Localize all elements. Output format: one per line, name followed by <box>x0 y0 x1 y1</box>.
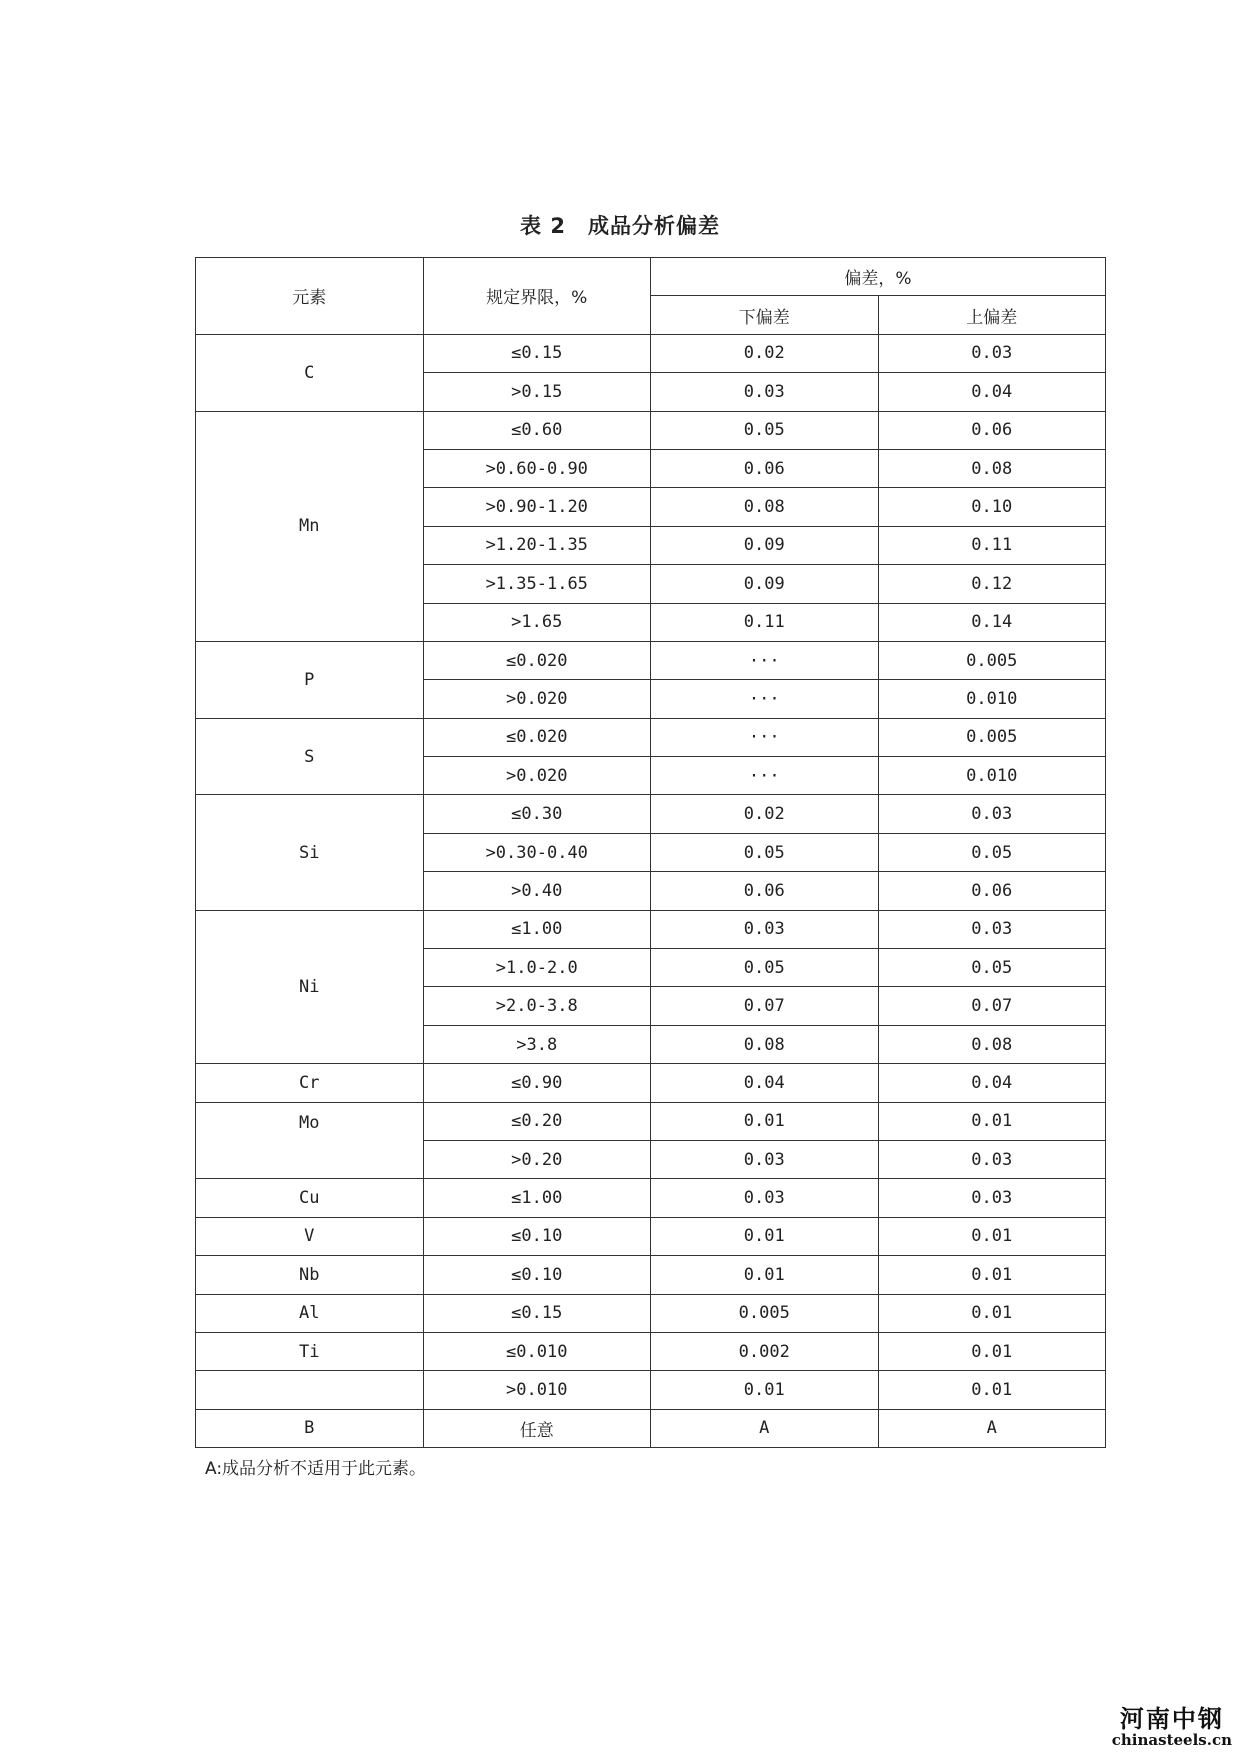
table-row <box>196 1371 1106 1409</box>
cell-upper: 0.03 <box>878 795 1106 833</box>
cell-upper: 0.12 <box>878 565 1106 603</box>
cell-upper: 0.03 <box>878 910 1106 948</box>
cell-element: V <box>196 1217 424 1255</box>
cell-limit: >0.60-0.90 <box>423 449 651 487</box>
cell-upper: 0.10 <box>878 488 1106 526</box>
cell-lower: 0.06 <box>651 872 879 910</box>
header-element: 元素 <box>196 258 424 335</box>
cell-lower: ··· <box>651 718 879 756</box>
cell-limit: ≤0.90 <box>423 1064 651 1102</box>
cell-element: Mo <box>196 1102 424 1179</box>
cell-lower: 0.01 <box>651 1102 879 1140</box>
cell-limit: ≤1.00 <box>423 1179 651 1217</box>
cell-limit: ≤0.15 <box>423 1294 651 1332</box>
cell-upper: 0.010 <box>878 680 1106 718</box>
cell-limit: ≤0.20 <box>423 1102 651 1140</box>
cell-upper: 0.01 <box>878 1217 1106 1255</box>
cell-element: B <box>196 1409 424 1447</box>
footnote: A:成品分析不适用于此元素。 <box>205 1459 427 1479</box>
cell-lower: 0.09 <box>651 565 879 603</box>
cell-lower: 0.02 <box>651 334 879 372</box>
cell-element: Al <box>196 1294 424 1332</box>
cell-limit: 任意 <box>423 1409 651 1447</box>
cell-limit: ≤0.010 <box>423 1332 651 1370</box>
cell-lower: ··· <box>651 757 879 795</box>
cell-element <box>196 1371 424 1409</box>
table-row <box>196 1294 1106 1332</box>
cell-limit: >2.0-3.8 <box>423 987 651 1025</box>
cell-upper: 0.07 <box>878 987 1106 1025</box>
header-deviation: 偏差，% <box>651 258 1106 296</box>
table-row <box>196 641 1106 679</box>
cell-lower: 0.08 <box>651 1025 879 1063</box>
cell-lower: 0.01 <box>651 1371 879 1409</box>
cell-lower: 0.08 <box>651 488 879 526</box>
cell-limit: >0.40 <box>423 872 651 910</box>
table-title: 表 2 成品分析偏差 <box>520 214 720 238</box>
cell-lower: 0.01 <box>651 1217 879 1255</box>
watermark-cn: 河南中钢 <box>1119 1705 1224 1733</box>
cell-lower: 0.07 <box>651 987 879 1025</box>
table-row <box>196 1064 1106 1102</box>
cell-limit: >0.020 <box>423 757 651 795</box>
cell-upper: 0.01 <box>878 1294 1106 1332</box>
cell-limit: ≤0.60 <box>423 411 651 449</box>
table-row <box>196 1332 1106 1370</box>
cell-upper: 0.11 <box>878 526 1106 564</box>
cell-upper: 0.01 <box>878 1332 1106 1370</box>
cell-upper: 0.01 <box>878 1371 1106 1409</box>
cell-limit: ≤0.10 <box>423 1217 651 1255</box>
cell-upper: 0.14 <box>878 603 1106 641</box>
cell-upper: 0.03 <box>878 1179 1106 1217</box>
cell-element: Ni <box>196 910 424 1064</box>
watermark-en: chinasteels.cn <box>1111 1731 1232 1749</box>
deviation-table <box>195 257 1106 1448</box>
cell-lower: 0.01 <box>651 1256 879 1294</box>
table-row <box>196 718 1106 756</box>
table-row <box>196 1102 1106 1140</box>
watermark-logo <box>1112 1706 1232 1748</box>
cell-limit: >3.8 <box>423 1025 651 1063</box>
cell-lower: 0.11 <box>651 603 879 641</box>
cell-element: Ti <box>196 1332 424 1370</box>
cell-limit: ≤0.30 <box>423 795 651 833</box>
cell-lower: 0.02 <box>651 795 879 833</box>
header-limit: 规定界限，% <box>423 258 651 335</box>
cell-element: Si <box>196 795 424 910</box>
cell-upper: 0.010 <box>878 757 1106 795</box>
header-lower: 下偏差 <box>651 296 879 334</box>
cell-element: P <box>196 641 424 718</box>
cell-limit: >1.20-1.35 <box>423 526 651 564</box>
cell-limit: >1.65 <box>423 603 651 641</box>
cell-limit: >0.15 <box>423 373 651 411</box>
cell-upper: 0.04 <box>878 1064 1106 1102</box>
cell-upper: 0.06 <box>878 411 1106 449</box>
cell-limit: >0.20 <box>423 1140 651 1178</box>
table-body <box>196 334 1106 1447</box>
cell-upper: 0.01 <box>878 1102 1106 1140</box>
cell-lower: A <box>651 1409 879 1447</box>
header-upper: 上偏差 <box>878 296 1106 334</box>
cell-element: S <box>196 718 424 795</box>
table-row <box>196 1409 1106 1447</box>
cell-lower: 0.03 <box>651 373 879 411</box>
table-row <box>196 334 1106 372</box>
cell-limit: ≤1.00 <box>423 910 651 948</box>
cell-lower: 0.03 <box>651 1140 879 1178</box>
table-row <box>196 910 1106 948</box>
cell-upper: 0.03 <box>878 334 1106 372</box>
cell-lower: 0.05 <box>651 411 879 449</box>
cell-element: C <box>196 334 424 411</box>
cell-lower: 0.06 <box>651 449 879 487</box>
cell-lower: ··· <box>651 641 879 679</box>
cell-lower: 0.002 <box>651 1332 879 1370</box>
cell-limit: ≤0.15 <box>423 334 651 372</box>
cell-upper: 0.04 <box>878 373 1106 411</box>
cell-lower: 0.05 <box>651 949 879 987</box>
cell-limit: >0.30-0.40 <box>423 833 651 871</box>
cell-lower: 0.09 <box>651 526 879 564</box>
cell-limit: >1.35-1.65 <box>423 565 651 603</box>
cell-upper: 0.05 <box>878 833 1106 871</box>
cell-upper: 0.005 <box>878 718 1106 756</box>
cell-limit: ≤0.020 <box>423 641 651 679</box>
cell-limit: ≤0.020 <box>423 718 651 756</box>
cell-limit: ≤0.10 <box>423 1256 651 1294</box>
cell-element: Mn <box>196 411 424 641</box>
cell-element: Cr <box>196 1064 424 1102</box>
cell-lower: 0.03 <box>651 1179 879 1217</box>
cell-limit: >0.020 <box>423 680 651 718</box>
cell-limit: >1.0-2.0 <box>423 949 651 987</box>
table-row <box>196 1217 1106 1255</box>
table-row <box>196 411 1106 449</box>
cell-lower: 0.005 <box>651 1294 879 1332</box>
cell-upper: 0.08 <box>878 449 1106 487</box>
cell-lower: 0.05 <box>651 833 879 871</box>
cell-upper: 0.06 <box>878 872 1106 910</box>
cell-element: Cu <box>196 1179 424 1217</box>
cell-upper: A <box>878 1409 1106 1447</box>
table-row <box>196 795 1106 833</box>
cell-lower: 0.03 <box>651 910 879 948</box>
cell-upper: 0.01 <box>878 1256 1106 1294</box>
cell-upper: 0.08 <box>878 1025 1106 1063</box>
cell-lower: ··· <box>651 680 879 718</box>
cell-upper: 0.005 <box>878 641 1106 679</box>
cell-limit: >0.010 <box>423 1371 651 1409</box>
table-row <box>196 1179 1106 1217</box>
cell-upper: 0.05 <box>878 949 1106 987</box>
cell-upper: 0.03 <box>878 1140 1106 1178</box>
table-row <box>196 1256 1106 1294</box>
cell-lower: 0.04 <box>651 1064 879 1102</box>
cell-element: Nb <box>196 1256 424 1294</box>
cell-limit: >0.90-1.20 <box>423 488 651 526</box>
